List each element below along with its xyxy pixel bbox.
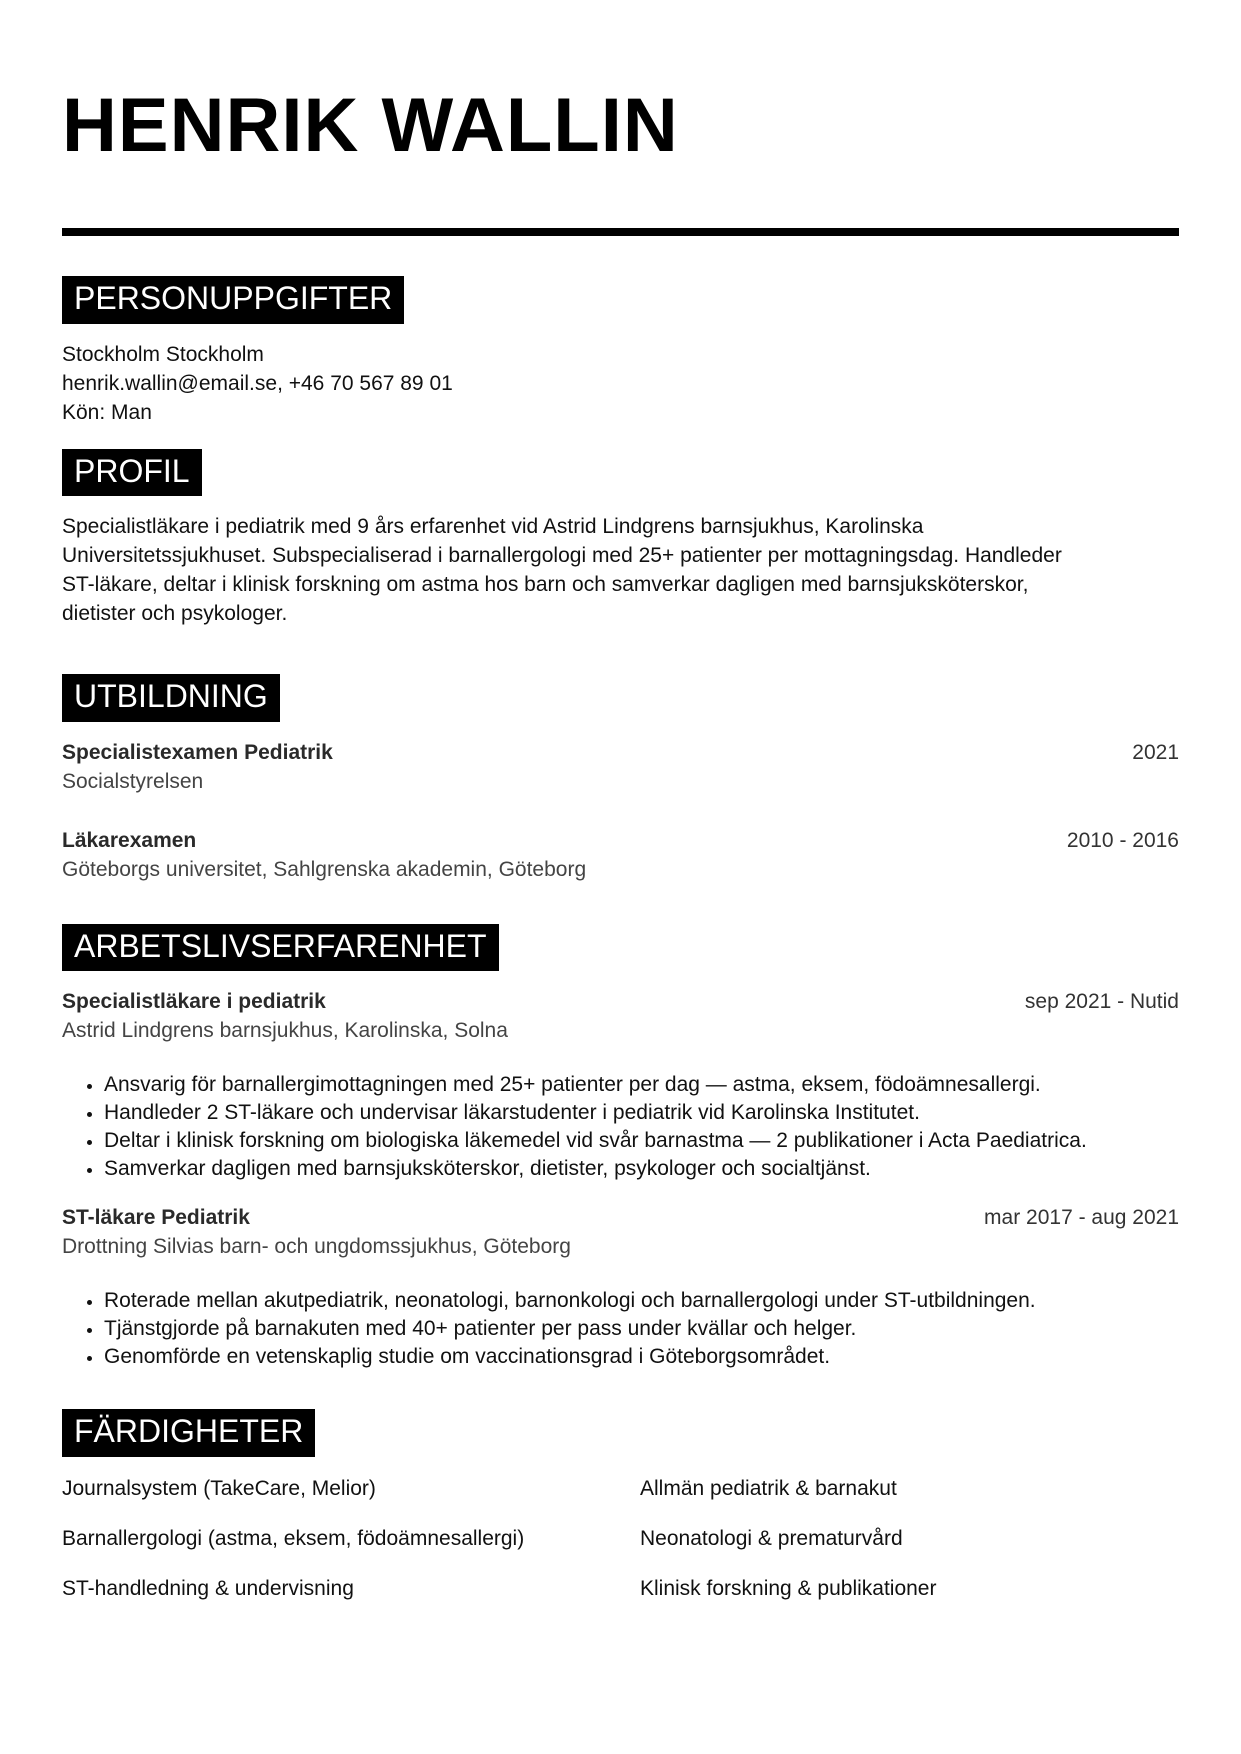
job-bullet: • Handleder 2 ST-läkare och undervisar läkarstudenter i pediatrik vid Karolinska Institutet. bbox=[104, 1099, 1179, 1127]
education-institution: Göteborgs universitet, Sahlgrenska akademin, Göteborg bbox=[62, 857, 587, 881]
profile-section bbox=[62, 449, 1179, 629]
job-bullet: • Ansvarig för barnallergimottagningen med 25+ patienter per dag — astma, eksem, födoämnesallergi. bbox=[104, 1071, 1179, 1099]
skill-item: Klinisk forskning & publikationer bbox=[640, 1576, 937, 1600]
education-title: Specialistexamen Pediatrik bbox=[62, 740, 333, 764]
profile-line: Universitetssjukhuset. Subspecialiserad i barnallergologi med 25+ patienter per mottagningsdag. Handleder bbox=[62, 544, 1062, 568]
job-date: sep 2021 - Nutid bbox=[1024, 990, 1179, 1014]
job-bullet: • Samverkar dagligen med barnsjuksköterskor, dietister, psykologer och socialtjänst. bbox=[104, 1155, 1179, 1183]
skill-item: Barnallergologi (astma, eksem, födoämnesallergi) bbox=[62, 1526, 525, 1550]
skill-item: ST-handledning & undervisning bbox=[62, 1576, 354, 1600]
skills-section bbox=[62, 1409, 1179, 1603]
section-heading-experience: ARBETSLIVSERFARENHET bbox=[62, 924, 499, 972]
job-bullets bbox=[62, 1071, 1179, 1183]
section-heading-personal: PERSONUPPGIFTER bbox=[62, 276, 404, 324]
section-heading-skills: FÄRDIGHETER bbox=[62, 1409, 315, 1457]
job-bullet: • Tjänstgjorde på barnakuten med 40+ patienter per pass under kvällar och helger. bbox=[104, 1315, 1179, 1343]
job-bullet: • Roterade mellan akutpediatrik, neonatologi, barnonkologi och barnallergologi under ST-utbildningen. bbox=[104, 1287, 1179, 1315]
personal-location: Stockholm Stockholm bbox=[62, 342, 264, 366]
education-institution: Socialstyrelsen bbox=[62, 769, 204, 793]
candidate-name: HENRIK WALLIN bbox=[62, 83, 679, 168]
personal-section bbox=[62, 276, 1179, 427]
personal-contact: henrik.wallin@email.se, +46 70 567 89 01 bbox=[62, 371, 453, 395]
education-entry bbox=[62, 738, 1179, 796]
profile-line: Specialistläkare i pediatrik med 9 års erfarenhet vid Astrid Lindgrens barnsjukhus, Karolinska bbox=[62, 515, 924, 539]
job-title: Specialistläkare i pediatrik bbox=[62, 990, 326, 1014]
education-section bbox=[62, 674, 1179, 884]
section-heading-profile: PROFIL bbox=[62, 449, 202, 497]
job-bullet: • Deltar i klinisk forskning om biologiska läkemedel vid svår barnastma — 2 publikationer i Acta Paediatrica. bbox=[104, 1127, 1179, 1155]
job-title: ST-läkare Pediatrik bbox=[62, 1206, 250, 1230]
education-entry bbox=[62, 826, 1179, 884]
personal-gender: Kön: Man bbox=[62, 400, 152, 424]
job-place: Drottning Silvias barn- och ungdomssjukhus, Göteborg bbox=[62, 1235, 571, 1259]
skill-item: Journalsystem (TakeCare, Melior) bbox=[62, 1476, 376, 1500]
profile-text bbox=[62, 512, 1179, 628]
job-bullets bbox=[62, 1287, 1179, 1371]
experience-entry bbox=[62, 1203, 1179, 1371]
skill-item: Neonatologi & prematurvård bbox=[640, 1526, 903, 1550]
education-title: Läkarexamen bbox=[62, 828, 197, 852]
header-divider bbox=[62, 228, 1179, 236]
education-date: 2010 - 2016 bbox=[1066, 828, 1179, 852]
job-date: mar 2017 - aug 2021 bbox=[984, 1206, 1179, 1230]
personal-details bbox=[62, 340, 1179, 427]
job-bullet: • Genomförde en vetenskaplig studie om vaccinationsgrad i Göteborgsområdet. bbox=[104, 1343, 1179, 1371]
experience-entry bbox=[62, 987, 1179, 1183]
profile-line: dietister och psykologer. bbox=[62, 602, 288, 626]
education-date: 2021 bbox=[1132, 740, 1179, 764]
skills-grid bbox=[62, 1475, 1179, 1603]
profile-line: ST-läkare, deltar i klinisk forskning om astma hos barn och samverkar dagligen med barnsjuksköterskor, bbox=[62, 573, 1029, 597]
skill-item: Allmän pediatrik & barnakut bbox=[640, 1476, 897, 1500]
job-place: Astrid Lindgrens barnsjukhus, Karolinska, Solna bbox=[62, 1019, 508, 1043]
section-heading-education: UTBILDNING bbox=[62, 674, 280, 722]
experience-section bbox=[62, 924, 1179, 1372]
